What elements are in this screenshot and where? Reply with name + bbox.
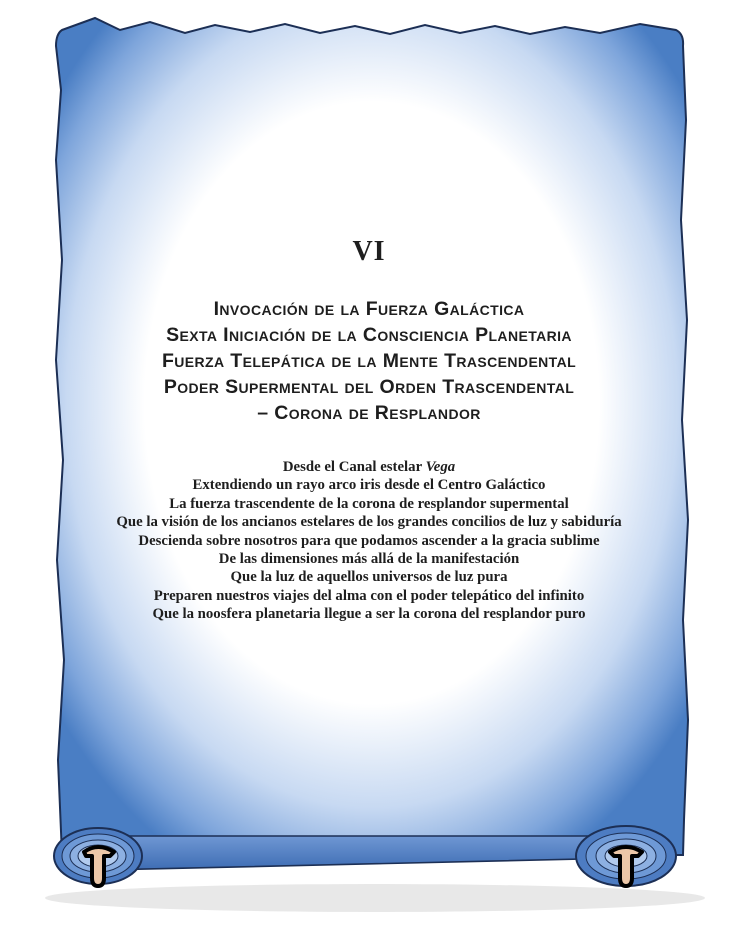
verse-line: Que la noosfera planetaria llegue a ser la corona del resplandor puro	[152, 606, 586, 623]
title-line: Fuerza Telepática de la Mente Trascendental	[161, 350, 577, 372]
title-line: – Corona de Resplandor	[257, 402, 481, 424]
scroll-content	[60, 236, 678, 624]
right-roll-end	[576, 826, 676, 886]
chapter-numeral: VI	[352, 236, 386, 267]
verse-line: Extendiendo un rayo arco iris desde el Centro Galáctico	[192, 477, 546, 494]
scroll-roll	[92, 836, 633, 870]
verse-line: Que la visión de los ancianos estelares de los grandes concilios de luz y sabiduría	[116, 514, 622, 531]
title-line: Sexta Iniciación de la Consciencia Planetaria	[166, 324, 572, 346]
verse-line	[60, 458, 678, 476]
verse-prefix: Desde el Canal estelar	[282, 459, 426, 475]
star-name: Vega	[425, 459, 456, 475]
verse-line: Preparen nuestros viajes del alma con el poder telepático del infinito	[153, 587, 585, 604]
verse-line: Descienda sobre nosotros para que podamos ascender a la gracia sublime	[138, 532, 600, 549]
title-line: Invocación de la Fuerza Galáctica	[213, 298, 525, 320]
left-roll-end	[54, 828, 142, 886]
title-line: Poder Supermental del Orden Trascendental	[163, 376, 575, 398]
verse-line: De las dimensiones más allá de la manifestación	[218, 551, 520, 568]
invocation-verse	[60, 458, 678, 624]
verse-line: Que la luz de aquellos universos de luz pura	[230, 569, 508, 586]
verse-line: La fuerza trascendente de la corona de resplandor supermental	[169, 495, 569, 512]
invocation-titles	[60, 296, 678, 426]
